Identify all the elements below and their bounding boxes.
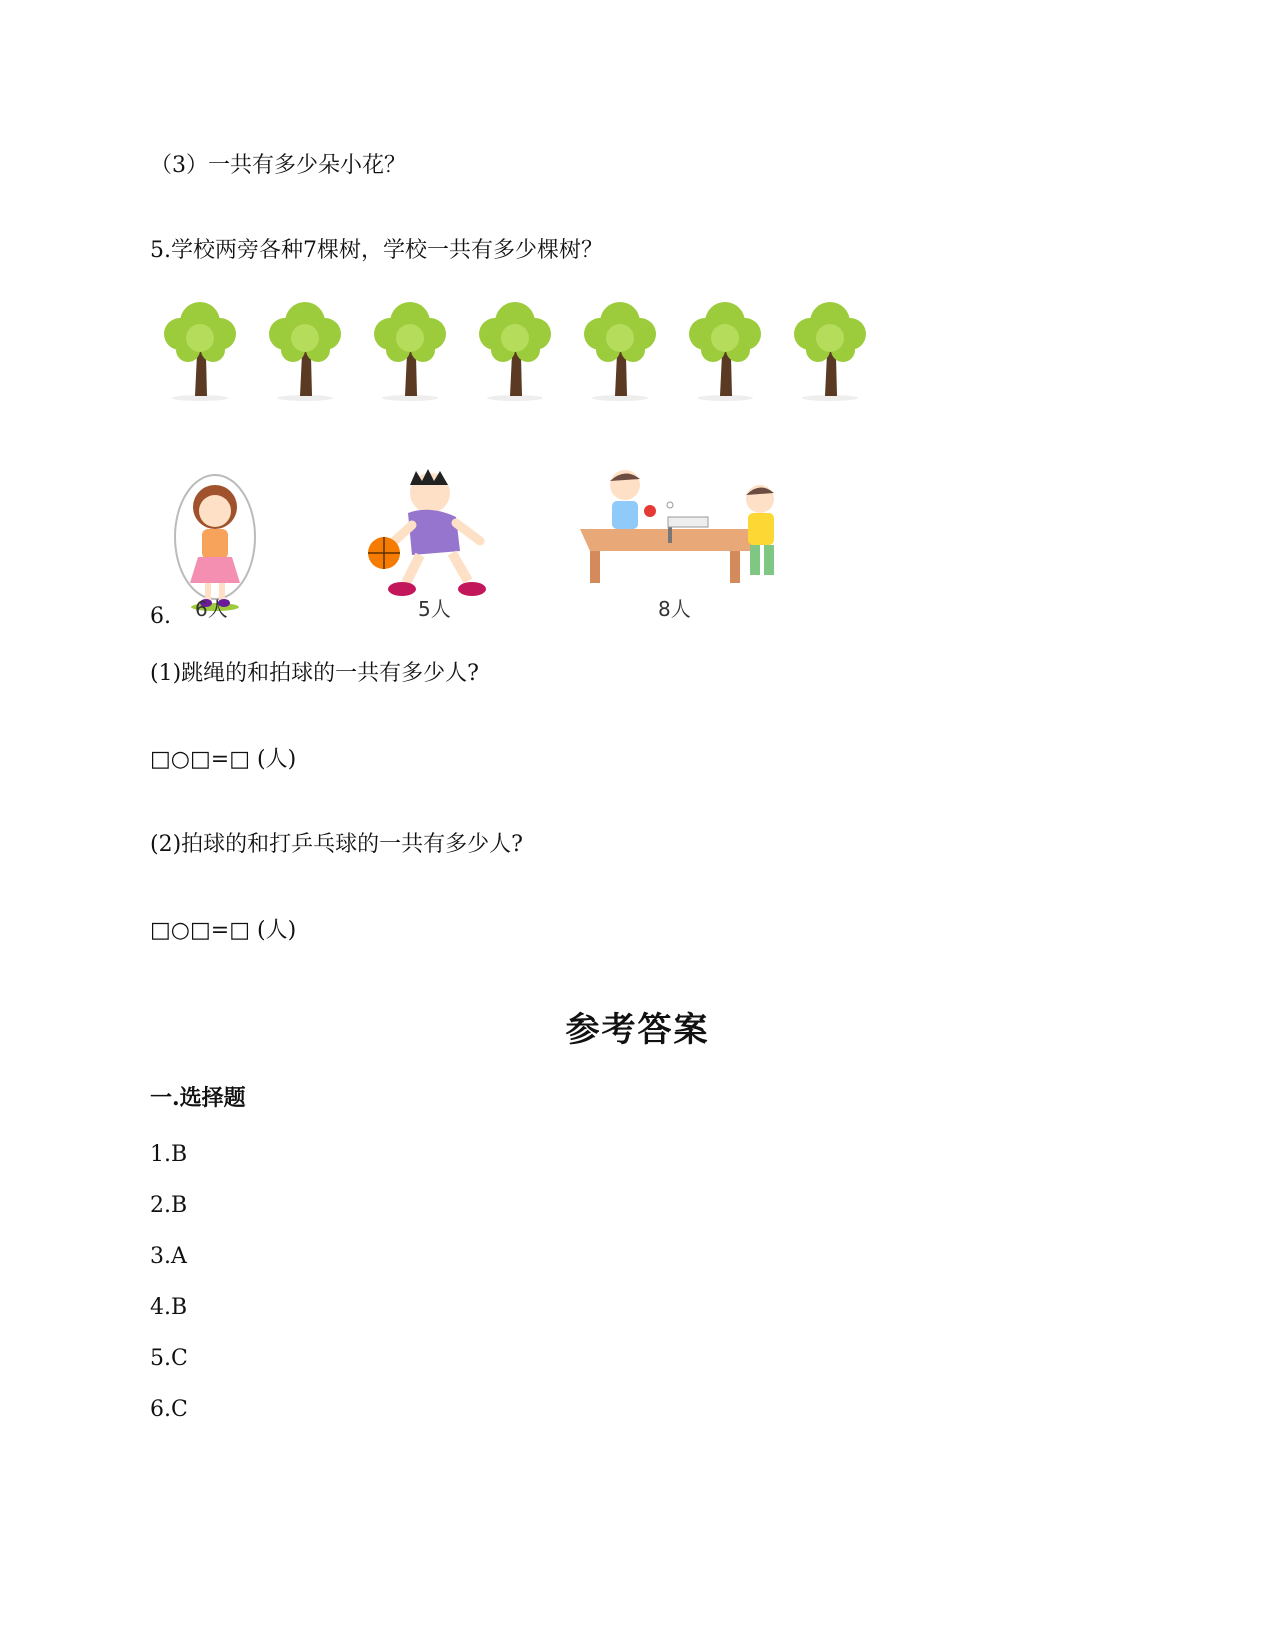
answer-item: 5.C <box>150 1346 188 1371</box>
tree-icon <box>260 296 350 404</box>
ping-pong-players-icon <box>580 465 800 621</box>
q4-part3-text: （3）一共有多少朵小花？ <box>150 153 406 178</box>
trees-illustration <box>150 296 890 406</box>
tree-icon <box>575 296 665 404</box>
ping-pong-count: 8人 <box>658 597 691 621</box>
q6-part1-text: (1)跳绳的和拍球的一共有多少人? <box>150 661 479 686</box>
tree-icon <box>785 296 875 404</box>
q6-part2-formula: □○□=□ (人) <box>150 918 297 943</box>
jump-rope-count: 6人 <box>195 597 228 621</box>
answer-item: 2.B <box>150 1193 188 1218</box>
answer-item: 3.A <box>150 1244 187 1269</box>
jump-rope-girl-icon <box>160 465 270 621</box>
answer-item: 6.C <box>150 1397 188 1422</box>
answers-title: 参考答案 <box>565 1010 710 1050</box>
q6-part1-formula: □○□=□ (人) <box>150 747 297 772</box>
tree-icon <box>365 296 455 404</box>
tree-icon <box>155 296 245 404</box>
q6-part2-text: (2)拍球的和打乒乓球的一共有多少人? <box>150 832 523 857</box>
basketball-count: 5人 <box>418 597 451 621</box>
tree-icon <box>680 296 770 404</box>
tree-icon <box>470 296 560 404</box>
q6-number: 6. <box>150 604 171 629</box>
answer-item: 4.B <box>150 1295 188 1320</box>
answers-section-heading: 一.选择题 <box>150 1085 246 1111</box>
activities-illustration <box>160 465 840 655</box>
q5-text: 5.学校两旁各种7棵树，学校一共有多少棵树？ <box>150 238 603 263</box>
basketball-boy-icon <box>360 465 500 621</box>
answer-item: 1.B <box>150 1142 188 1167</box>
